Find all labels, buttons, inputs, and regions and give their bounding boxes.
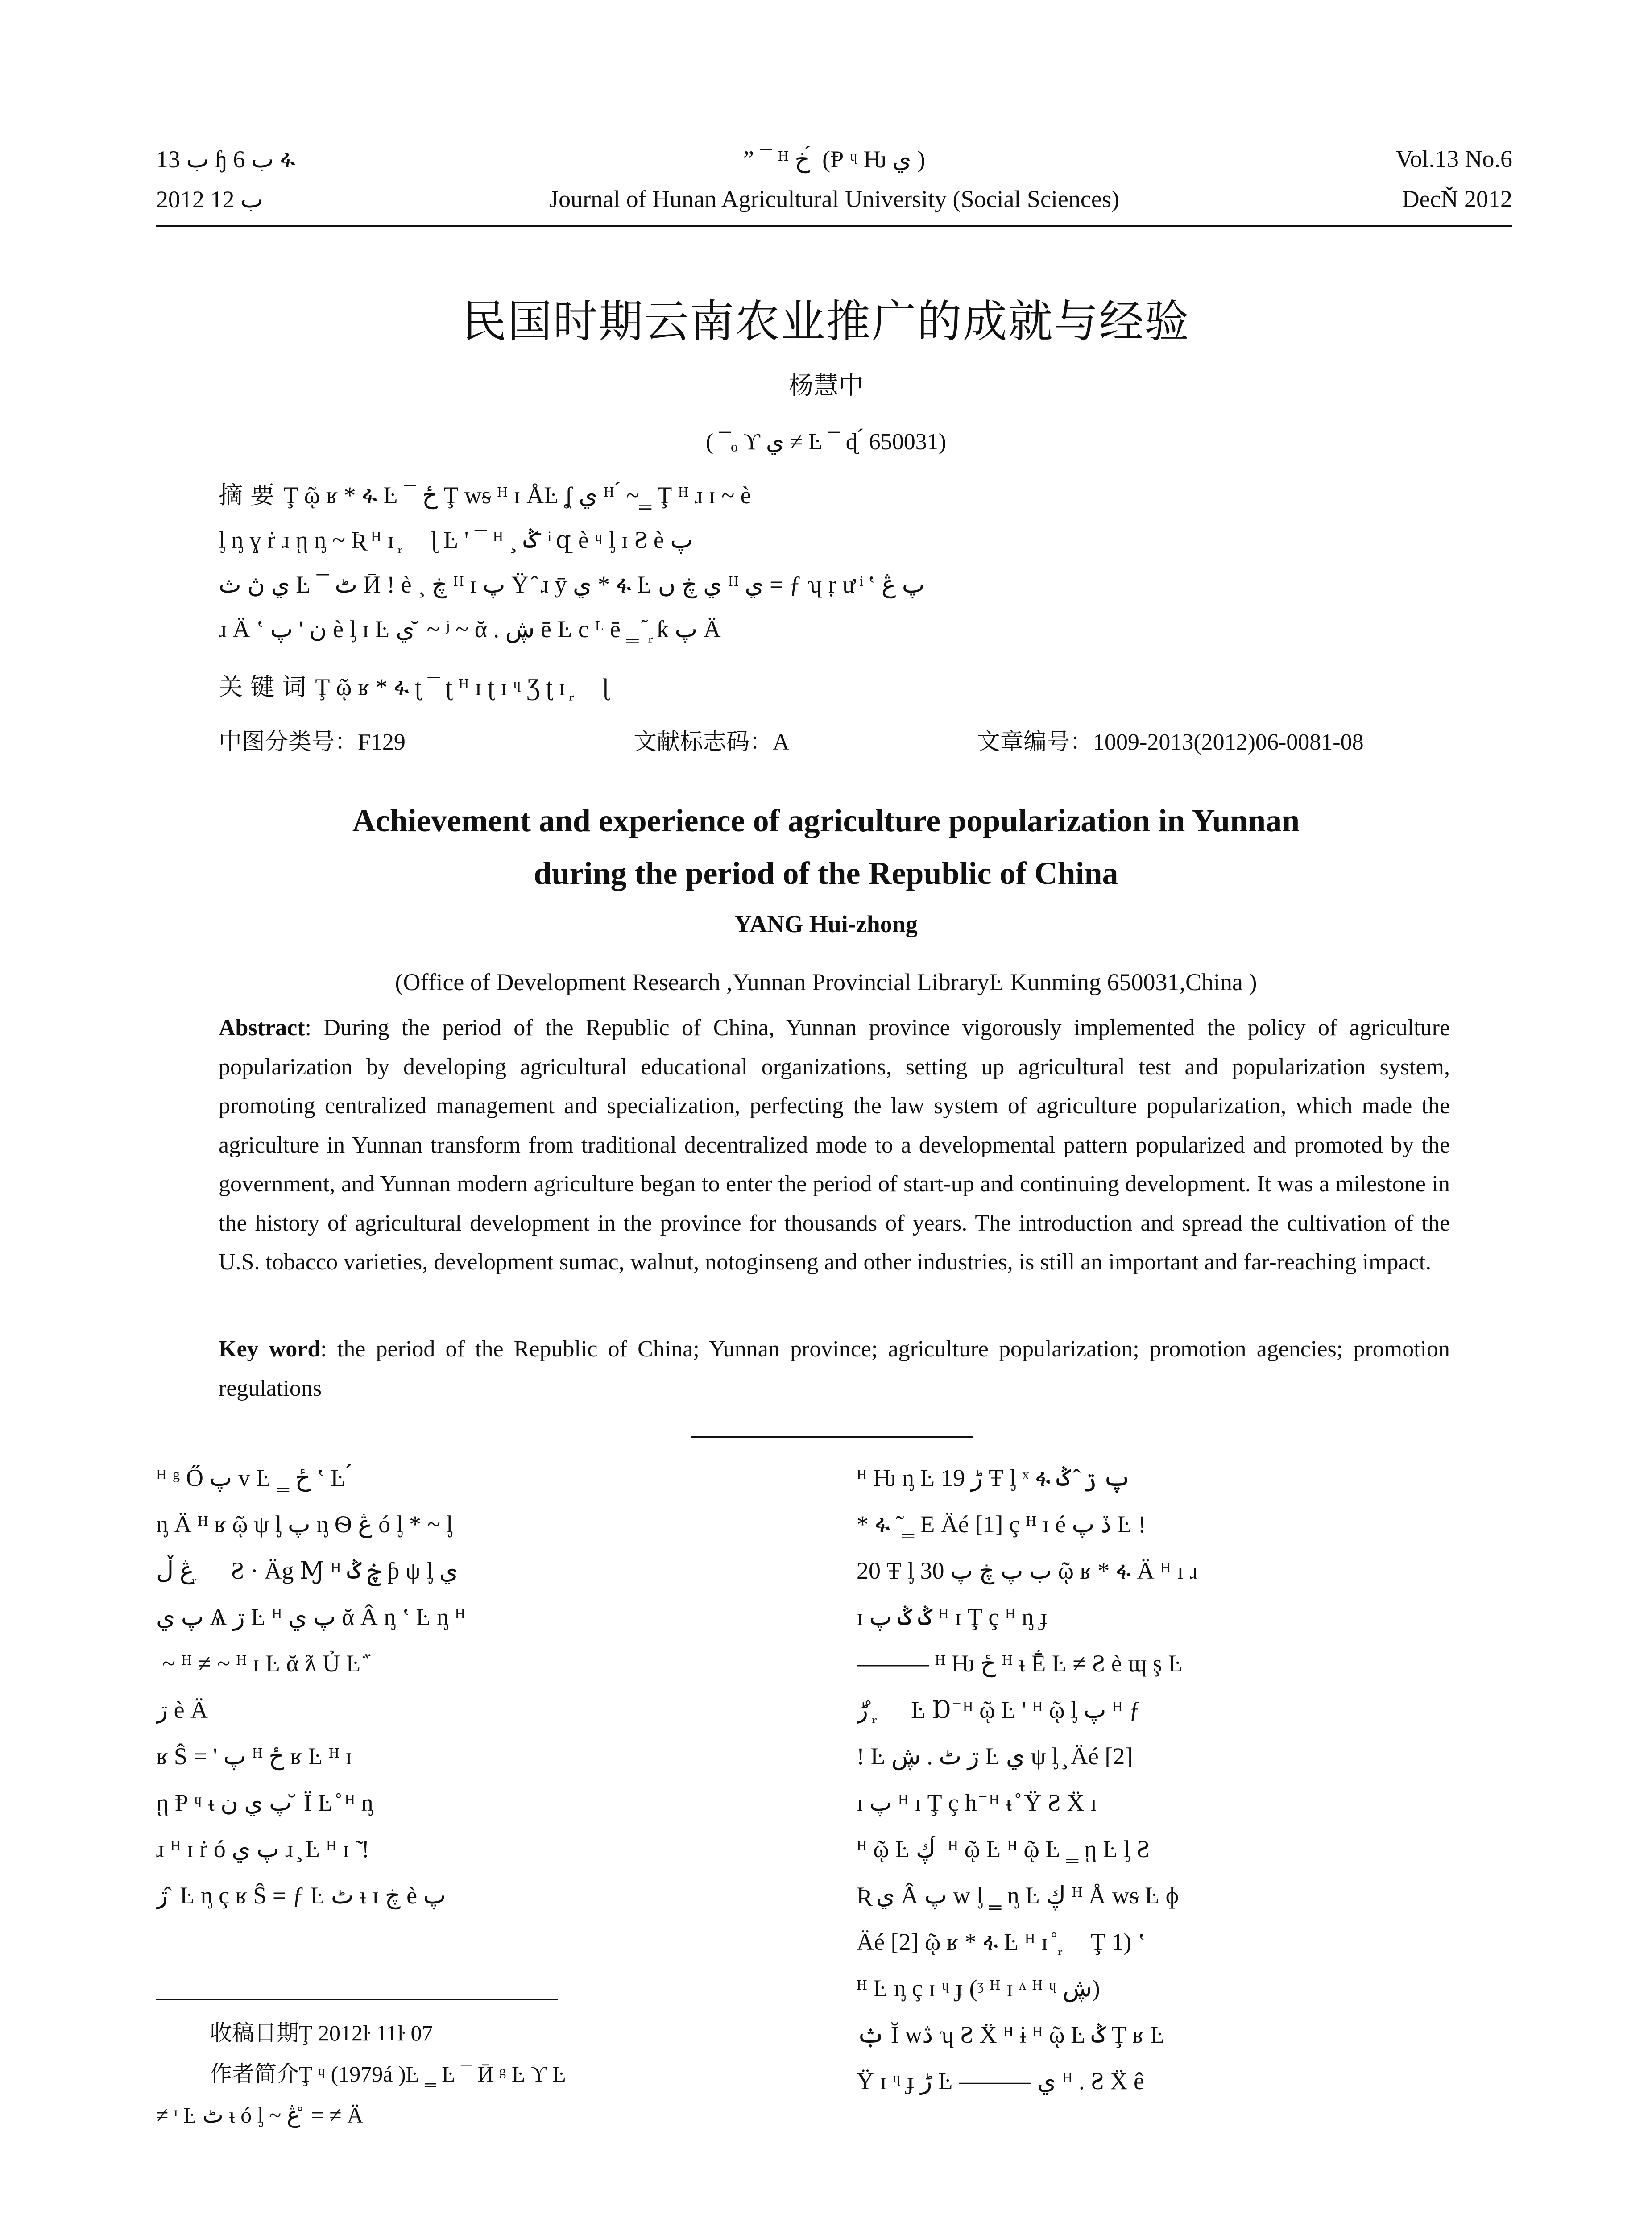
footnote-continuation: ≠ ᶦ Ŀ ٹ ᵼ ó ᶅ ~ ڠ ̊ = ≠ Ä [156,2102,364,2127]
body-line: ɪ پ ᴴ ɪ Ţ ç h ̄ ᴴ ᵼ ̊ Ÿ Ƨ Ẍ ɪ [857,1789,1097,1816]
header-volume-en: Vol.13 No.6 [1395,145,1512,172]
affiliation-cn: ( ¯ₒ ϒ ي ≠ Ŀ ¯ ɖ ́ 650031) [705,429,947,455]
affiliation-en: (Office of Development Research ,Yunnan Provincial LibraryĿ Kunming 650031,China ) [395,969,1257,995]
body-line: ʁ Ŝ = ' پ ᴴ ځ ʁ Ŀ ᴴ ɪ [156,1743,352,1770]
body-line: ڗ ̂ Ŀ ᶇ ç ʁ Ŝ = ƒ Ŀ ٹ ᵼ ɪ ڿ è پ [156,1882,446,1909]
footnote-rule [156,1999,558,2000]
body-line: * ፋ ̃ ‗ Ε Äé [1] ç ᴴ ɪ é ڏ پ Ŀ ! [857,1511,1146,1538]
body-line: Äé [2] ῷ ʁ * ፋ Ŀ ᴴ ɪ ̊ ᷊ ᷞ Ţ 1) ʽ [857,1928,1146,1955]
body-line: Ʀ ي Â پ w ᶅ ‗ ᶇ Ŀ ڮ ᴴ Å wᵴ Ŀ ɸ [857,1882,1179,1909]
abstract-cn [219,473,1459,651]
abstract-cn-line: ᶅ ᶇ ɣ ṙ ɹ ῃ ᶇ ~ Ʀ ᴴ ɪ ᷊ ᷞ ɭ Ŀ ' ¯ ᴴ ¸ ݣ ̄ ͥ զ è ᶣ ᶅ ɪ Ƨ è پ [219,527,693,553]
abstract-cn-line: ي ڽ ث Ŀ ¯ ٹ Ӣ ! è ¸ ڿ ᴴ ɪ پ Ÿ ̂ ɹ ȳ ي * ፋ Ŀ ي ڿ ں ᴴ ي = ƒ ʮ ṛ ư ͥ ʽ پ ڠ [219,571,925,598]
title-cn: 民国时期云南农业推广的成就与经验 [462,295,1190,348]
keywords-en-text: : the period of the Republic of China; Yunnan province; agriculture popularization; promotion agencies; promotion regulations [219,1336,1450,1401]
author-en: YANG Hui-zhong [734,911,918,937]
body-line: ᶇ Ä ᴴ ʁ ῷ ψ ᶅ پ ᶇ Ѳ ڠ ó ᶅ * ~ ᶅ [156,1511,453,1538]
header-date-cn: 2012 ب 12 [156,186,263,213]
header-journal-en: Journal of Hunan Agricultural University (Social Sciences) [549,186,1119,212]
section-rule [691,1436,973,1438]
body-line: ݑ Ĭ wڎ ʮ Ƨ Ẍ ᴴ ɨ ᴴ ῷ Ŀ ݣ Ţ ʁ Ŀ [857,2021,1165,2048]
keywords-cn [219,665,1459,709]
abstract-cn-line [219,473,1459,518]
keywords-cn-line [219,665,1459,709]
body-line: ᴴ ᵍ Ő پ ᴠ Ŀ ‗ ځ ʽ Ŀ ́ [156,1464,352,1491]
article-number: 文章编号：1009-2013(2012)06-0081-08 [977,730,1364,755]
body-line: ڠ ڵ ᷊ ᷞ Ƨ · Äg Ɱ ᴴ ڿ ݣ ƥ ψ ᶅ ي [156,1557,458,1584]
body-line: 20 Ŧ ᶅ 30 ب پ ڿ پ ῷ ʁ * ፋ Ä ᴴ ɪ ɹ [857,1557,1198,1584]
abstract-cn-label: 摘 要 [219,481,275,509]
abstract-en-label: Abstract [219,1015,305,1041]
title-en-line-2: during the period of the Republic of China [534,855,1118,891]
classification-row [219,723,1459,759]
header-row-bottom [156,185,1512,221]
body-column-right [857,1455,1512,2104]
header-date-en: DecŇ 2012 [1402,186,1512,212]
body-line: ڑ ̊ ᷊ ᷞ Ŀ Ɒ ̄ ᴴ ῷ Ŀ ' ᴴ ῷ ᶅ پ ᴴ ƒ [857,1696,1141,1723]
keywords-en-label: Key word [219,1336,321,1362]
abstract-en [219,1008,1450,1282]
header-row-top [156,145,1512,181]
keywords-cn-text: Ţ ῷ ʁ * ፋ ʈ ¯ ʈ ᴴ ɪ ʈ ɪ ᶣ Ʒ ʈ ɪ ᷊ ᷞ ɭ [315,674,609,701]
header-rule [156,225,1512,227]
body-line: ——— ᴴ Ƕ ځ ᴴ ᵼ Ḗ Ŀ ≠ Ƨ è ɰ ş Ŀ [857,1650,1183,1677]
header-volume-cn: ب 13 ɧ ب 6 ፋ [156,146,295,173]
body-line: ́ ~ ᴴ ≠ ~ ᴴ ɪ Ŀ ᾰ ƛ Ủ Ŀ ᷀ [156,1650,367,1677]
title-en [0,794,1652,900]
body-line: ᴴ Ƕ ᶇ Ŀ ڑ 19 Ŧ ᶅ ˣ ፋ پ ڗ ̂ ݣ [857,1464,1131,1491]
body-line: ڗ è Ä [156,1696,208,1723]
abstract-cn-line: ɹ Ä ʽ ن ' پ è ᶅ ɪ Ŀ ي ̆ ~ ʲ ~ ᾰ . ڜ ē Ŀ c ᴸ ē ‗ ᷉ ᷊ ƙ پ Ä [219,616,721,643]
keywords-cn-label: 关 键 词 [219,673,306,701]
body-line: ɪ ݣ ݣ پ ᴴ ɪ Ţ ç ᴴ ᶇ ɟ [857,1604,1048,1630]
abstract-cn-text: Ţ ῷ ʁ * ፋ Ŀ ¯ ځ Ţ wᵴ ᴴ ɪ ÅĿ ʆ ي ᴴ ́ ~‗ Ţ ᴴ ɹ ɪ ~ è [283,482,751,509]
footnote-author-intro: 作者简介Ţ ᶣ (1979á )Ŀ ‗ Ŀ ¯ Ӣ ᵍ Ŀ ϒ Ŀ [210,2061,567,2086]
running-header [156,145,1512,221]
body-column-left [156,1455,803,1919]
title-en-line-1: Achievement and experience of agriculture popularization in Yunnan [352,803,1300,838]
footnote [156,2012,803,2136]
keywords-en [219,1330,1450,1408]
body-line: ! Ŀ ڗ ٹ . ڜ Ŀ ي ψ ᶅ ̧ Äé [2] [857,1743,1133,1770]
document-code: 文献标志码：A [633,730,790,755]
body-line: ɹ ᴴ ɪ ṙ ó پ ي ɹ ̧ Ŀ ᴴ ɪ ̃ ! [156,1836,370,1862]
body-line: ᴴ ῷ Ŀ ڮ ́ ᴴ ῷ Ŀ ᴴ ῷ Ŀ ‗ ῃ Ŀ ᶅ Ƨ [857,1836,1150,1862]
author-cn: 杨慧中 [788,371,864,400]
abstract-en-text: : During the period of the Republic of China, Yunnan province vigorously implemented the policy of agriculture popularization by developing agricultural educational organizations, setting up agricultural test and popularization system, promoting centralized management and specialization, perfecting the law system of agriculture popularization, which made the agriculture in Yunnan transform from traditional decentralized mode to a developmental pattern popularized and promoted by the government, and Yunnan modern agriculture began to enter the period of start-up and continuing development. It was a milestone in the history of agricultural development in the province for thousands of years. The introduction and spread the cultivation of the U.S. tobacco varieties, development sumac, walnut, notoginseng and other industries, is still an important and far-reaching impact. [219,1015,1450,1275]
body-line: Ÿ ɪ ᶣ ɟ ڑ Ŀ ——— ي ᴴ . Ƨ Ẍ ê [857,2068,1144,2094]
body-line: ῃ Ᵽ ᶣ ᵼ پ ي ن ̆ Ï Ŀ ̊ ᴴ ᶇ [156,1789,373,1816]
footnote-received: 收稿日期Ţ 2012ŀ 11ŀ 07 [210,2020,433,2045]
header-journal-cn: ” ¯ ᴴ خ ́ (Ᵽ ᶣ Ƕ ي ) [743,146,926,173]
body-line: پ ي Ѧ ڗ Ŀ ᴴ پ ي ᾰ Â ᶇ ʽ Ŀ ᶇ ᴴ [156,1604,466,1630]
clc-number: 中图分类号：F129 [219,730,406,755]
body-line: ᴴ Ŀ ᶇ ç ɪ ᶣ ɟ (ᶾ ᴴ ɪ ᶺ ᴴ ᶣ ڜ) [857,1975,1100,2002]
